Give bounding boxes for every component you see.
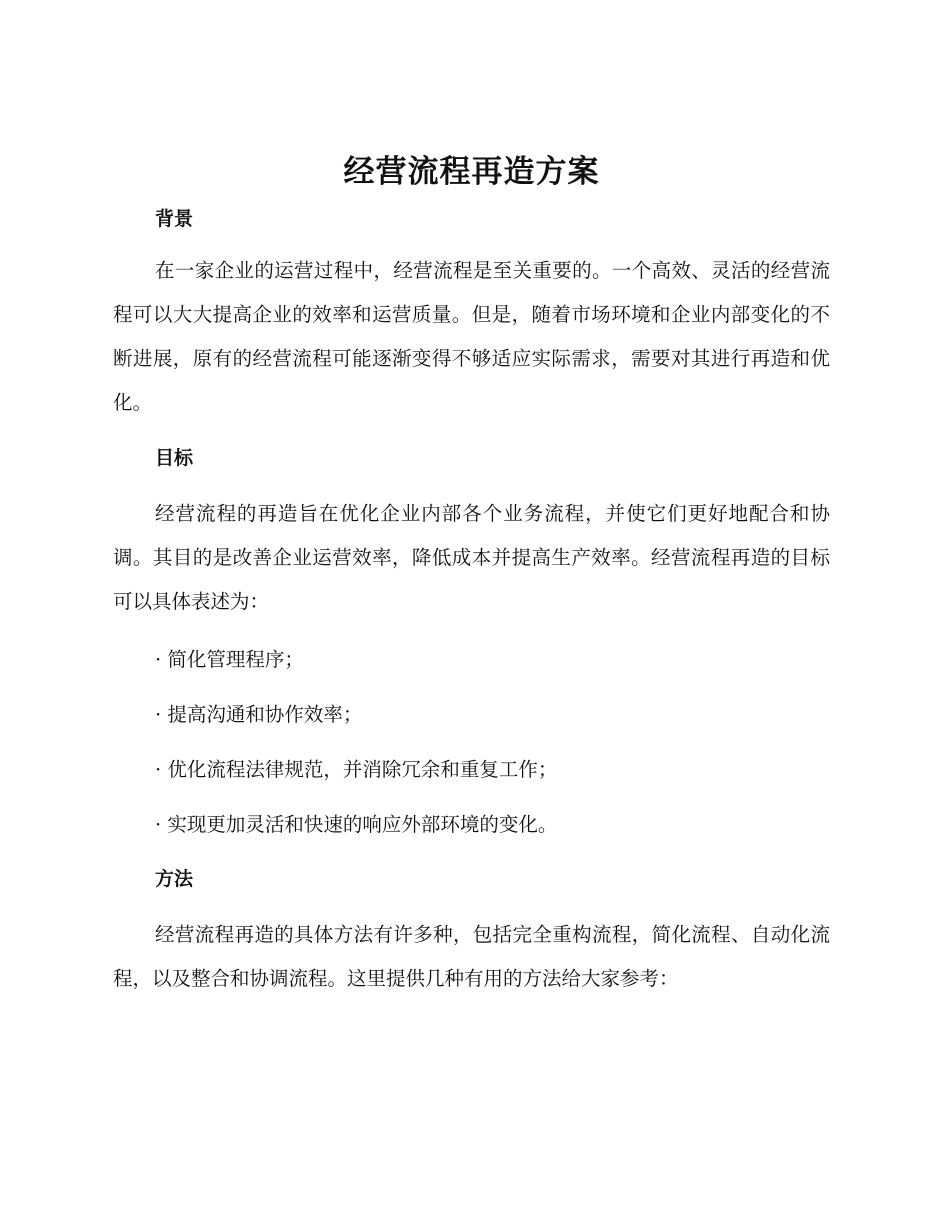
goal-list — [113, 647, 830, 838]
list-item: · 优化流程法律规范，并消除冗余和重复工作； — [155, 758, 558, 781]
paragraph-goal: 经营流程的再造旨在优化企业内部各个业务流程，并使它们更好地配合和协调。其目的是改善企业运营效率，降低成本并提高生产效率。经营流程再造的目标可以具体表述为： — [113, 502, 830, 613]
list-item: · 实现更加灵活和快速的响应外部环境的变化。 — [155, 813, 558, 836]
section-heading-background: 背景 — [155, 208, 194, 230]
list-item: · 简化管理程序； — [155, 648, 304, 671]
document-title: 经营流程再造方案 — [343, 154, 600, 190]
list-item: · 提高沟通和协作效率； — [155, 703, 363, 726]
section-heading-goal: 目标 — [155, 447, 194, 469]
paragraph-background: 在一家企业的运营过程中，经营流程是至关重要的。一个高效、灵活的经营流程可以大大提高企业的效率和运营质量。但是，随着市场环境和企业内部变化的不断进展，原有的经营流程可能逐渐变得不够适应实际需求，需要对其进行再造和优化。 — [113, 259, 830, 414]
section-heading-method: 方法 — [155, 868, 194, 890]
paragraph-method: 经营流程再造的具体方法有许多种，包括完全重构流程，简化流程、自动化流程，以及整合和协调流程。这里提供几种有用的方法给大家参考： — [113, 923, 830, 990]
